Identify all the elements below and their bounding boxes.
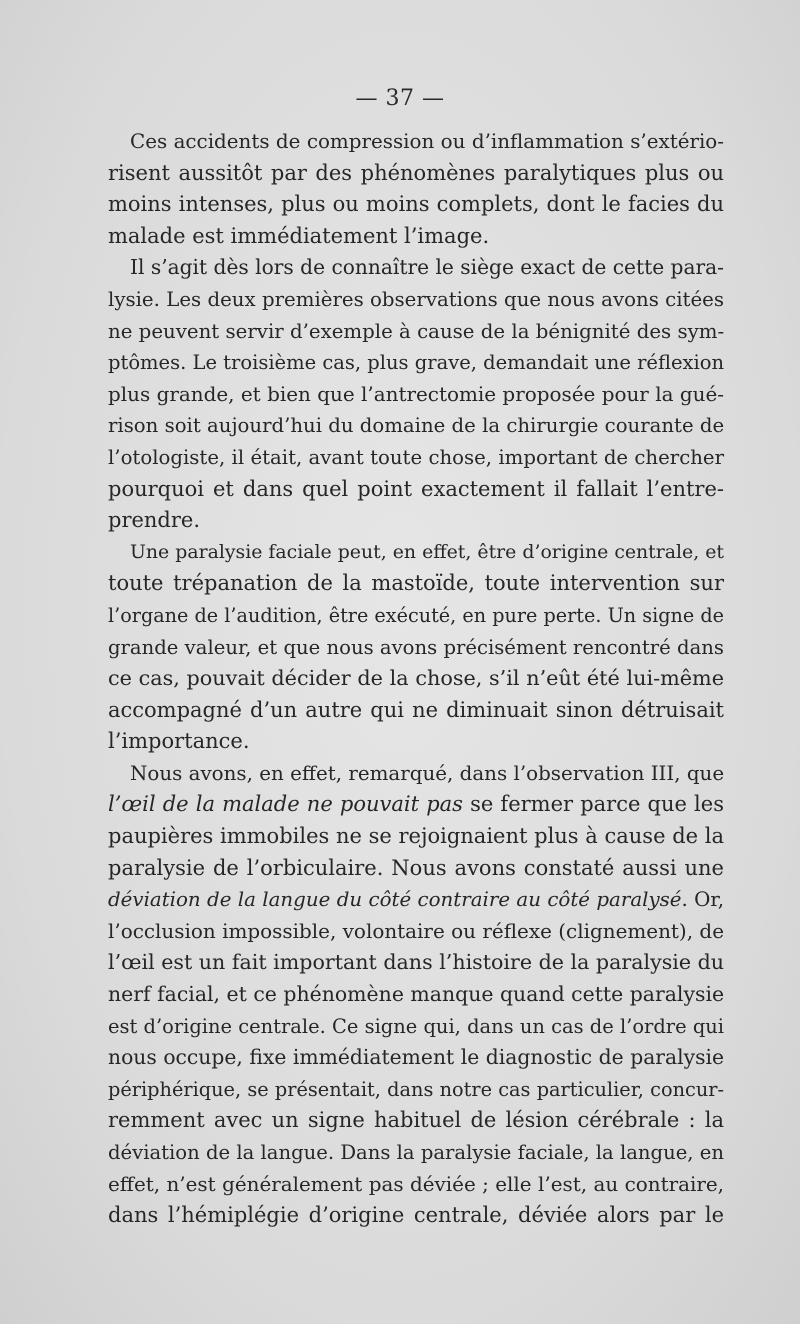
text-line-with-italic: déviation de la langue du côté contraire au côté paralysé. Or,	[108, 888, 724, 912]
text-line: paralysie de l’orbiculaire. Nous avons constaté aussi une	[108, 855, 724, 880]
text-line: nous occupe, fixe immédiatement le diagnostic de paralysie	[108, 1045, 724, 1070]
text-line: périphérique, se présentait, dans notre cas particulier, concur-	[108, 1077, 724, 1101]
paragraph-2	[108, 252, 724, 536]
text-line: moins intenses, plus ou moins complets, dont le facies du	[108, 192, 724, 217]
text-line: Ces accidents de compression ou d’inflammation s’extério-	[130, 130, 724, 153]
text-line: effet, n’est généralement pas déviée ; elle l’est, au contraire,	[108, 1172, 724, 1196]
text-line: toute trépanation de la mastoïde, toute intervention sur	[108, 571, 724, 596]
text-line: l’organe de l’audition, être exécuté, en pure perte. Un signe de	[108, 603, 724, 627]
text-line: nerf facial, et ce phénomène manque quand cette paralysie	[108, 982, 725, 1007]
text-line: risent aussitôt par des phénomènes paralytiques plus ou	[108, 160, 724, 185]
text-line: plus grande, et bien que l’antrectomie proposée pour la gué-	[108, 381, 724, 406]
text-line: l’importance.	[108, 729, 250, 754]
text-line: Une paralysie faciale peut, en effet, être d’origine centrale, et	[130, 540, 724, 563]
italic-phrase: déviation de la langue du côté contraire au côté paralysé	[108, 888, 682, 912]
text-line: Nous avons, en effet, remarqué, dans l’observation III, que	[130, 761, 725, 785]
text-line: Il s’agit dès lors de connaître le siège exact de cette para-	[130, 255, 724, 280]
text-line: ce cas, pouvait décider de la chose, s’il n’eût été lui-même	[108, 666, 724, 691]
text-line: dans l’hémiplégie d’origine centrale, déviée alors par le	[108, 1203, 724, 1228]
text-line: ne peuvent servir d’exemple à cause de la bénignité des sym-	[108, 319, 725, 343]
page-number: — 37 —	[355, 86, 445, 111]
text-line: l’otologiste, il était, avant toute chose, important de chercher	[108, 445, 724, 469]
paragraph-3	[108, 537, 724, 758]
text-line: lysie. Les deux premières observations que nous avons citées	[108, 287, 724, 311]
text-line: malade est immédiatement l’image.	[108, 223, 490, 248]
paragraph-4	[108, 758, 724, 1232]
body-text	[108, 126, 724, 1232]
text-line: pourquoi et dans quel point exactement il fallait l’entre-	[108, 476, 724, 501]
text-line-with-italic: l’œil de la malade ne pouvait pas se fermer parce que les	[108, 792, 724, 817]
text-line: déviation de la langue. Dans la paralysie faciale, la langue, en	[108, 1141, 724, 1164]
text-line: grande valeur, et que nous avons précisément rencontré dans	[108, 635, 724, 659]
text-line: prendre.	[108, 508, 201, 533]
text-line: ptômes. Le troisième cas, plus grave, demandait une réflexion	[108, 351, 725, 375]
text-line: accompagné d’un autre qui ne diminuait sinon détruisait	[108, 697, 724, 722]
text-line: l’œil est un fait important dans l’histoire de la paralysie du	[108, 950, 725, 975]
text-line: l’occlusion impossible, volontaire ou réflexe (clignement), de	[108, 918, 724, 943]
text-line: paupières immobiles ne se rejoignaient plus à cause de la	[108, 824, 724, 849]
text-line: est d’origine centrale. Ce signe qui, dans un cas de l’ordre qui	[108, 1014, 724, 1038]
text-line: rison soit aujourd’hui du domaine de la chirurgie courante de	[108, 414, 725, 438]
paragraph-1	[108, 126, 724, 252]
italic-phrase: l’œil de la malade ne pouvait pas	[108, 792, 463, 817]
text-line: remment avec un signe habituel de lésion cérébrale : la	[108, 1108, 724, 1133]
